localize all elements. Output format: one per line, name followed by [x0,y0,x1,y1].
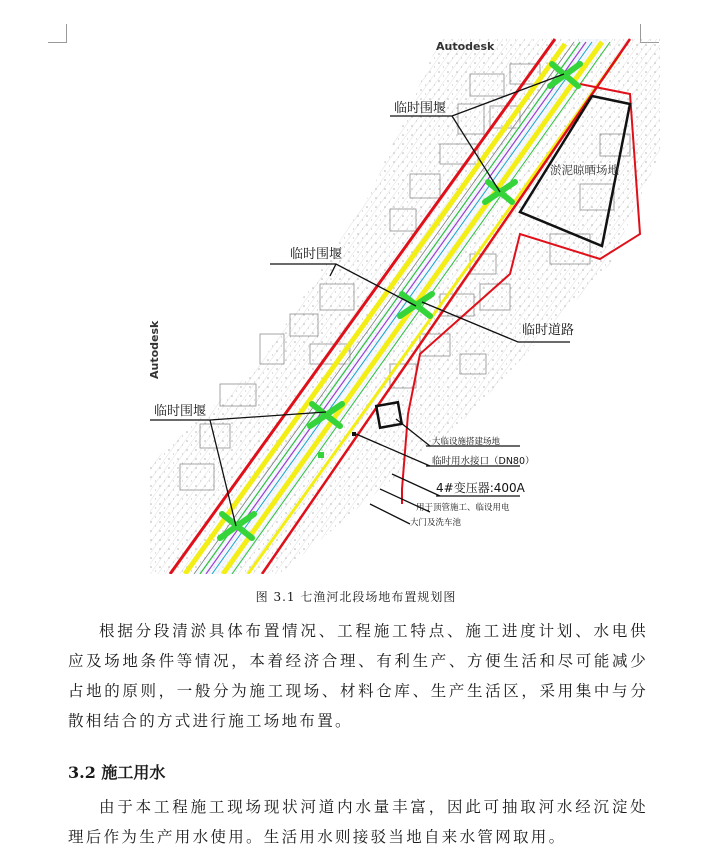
figure-caption: 图 3.1 七渔河北段场地布置规划图 [255,590,457,604]
body-paragraph-site-layout: 根据分段清淤具体布置情况、工程施工特点、施工进度计划、水电供应及场地条件等情况，本着经济合理、有利生产、方便生活和尽可能减少占地的原则，一般分为施工现场、材料仓库、生产生活区，采用集中与分散相结合的方式进行施工场地布置。 [68,622,648,730]
autodesk-watermark-top: Autodesk [436,40,495,53]
setup-area-label: 大临设施搭建场地 [432,437,501,447]
power-use-label: 用于顶管施工、临设用电 [416,503,510,513]
water-inlet-label: 临时用水接口（DN80） [432,456,535,467]
autodesk-watermark-left: Autodesk [148,320,161,379]
transformer-symbol [318,452,324,458]
water-inlet-symbol [352,432,356,436]
cofferdam-label-top: 临时围堰 [394,101,447,116]
cofferdam-label-middle: 临时围堰 [290,247,343,262]
section-heading-water: 3.2 施工用水 [68,763,166,782]
transformer-label: 4#变压器:400A [436,481,525,495]
temp-road-label: 临时道路 [522,323,575,338]
body-paragraph-water-supply: 由于本工程施工现场现状河道内水量丰富，因此可抽取河水经沉淀处理后作为生产用水使用。生活用水则接驳当地自来水管网取用。 [68,798,648,846]
sludge-yard-label: 淤泥晾晒场地 [550,163,619,177]
site-layout-figure [140,34,680,574]
page-corner-mark-top-left [48,24,67,43]
cofferdam-label-left: 临时围堰 [154,404,207,419]
gate-label: 大门及洗车池 [410,518,462,528]
